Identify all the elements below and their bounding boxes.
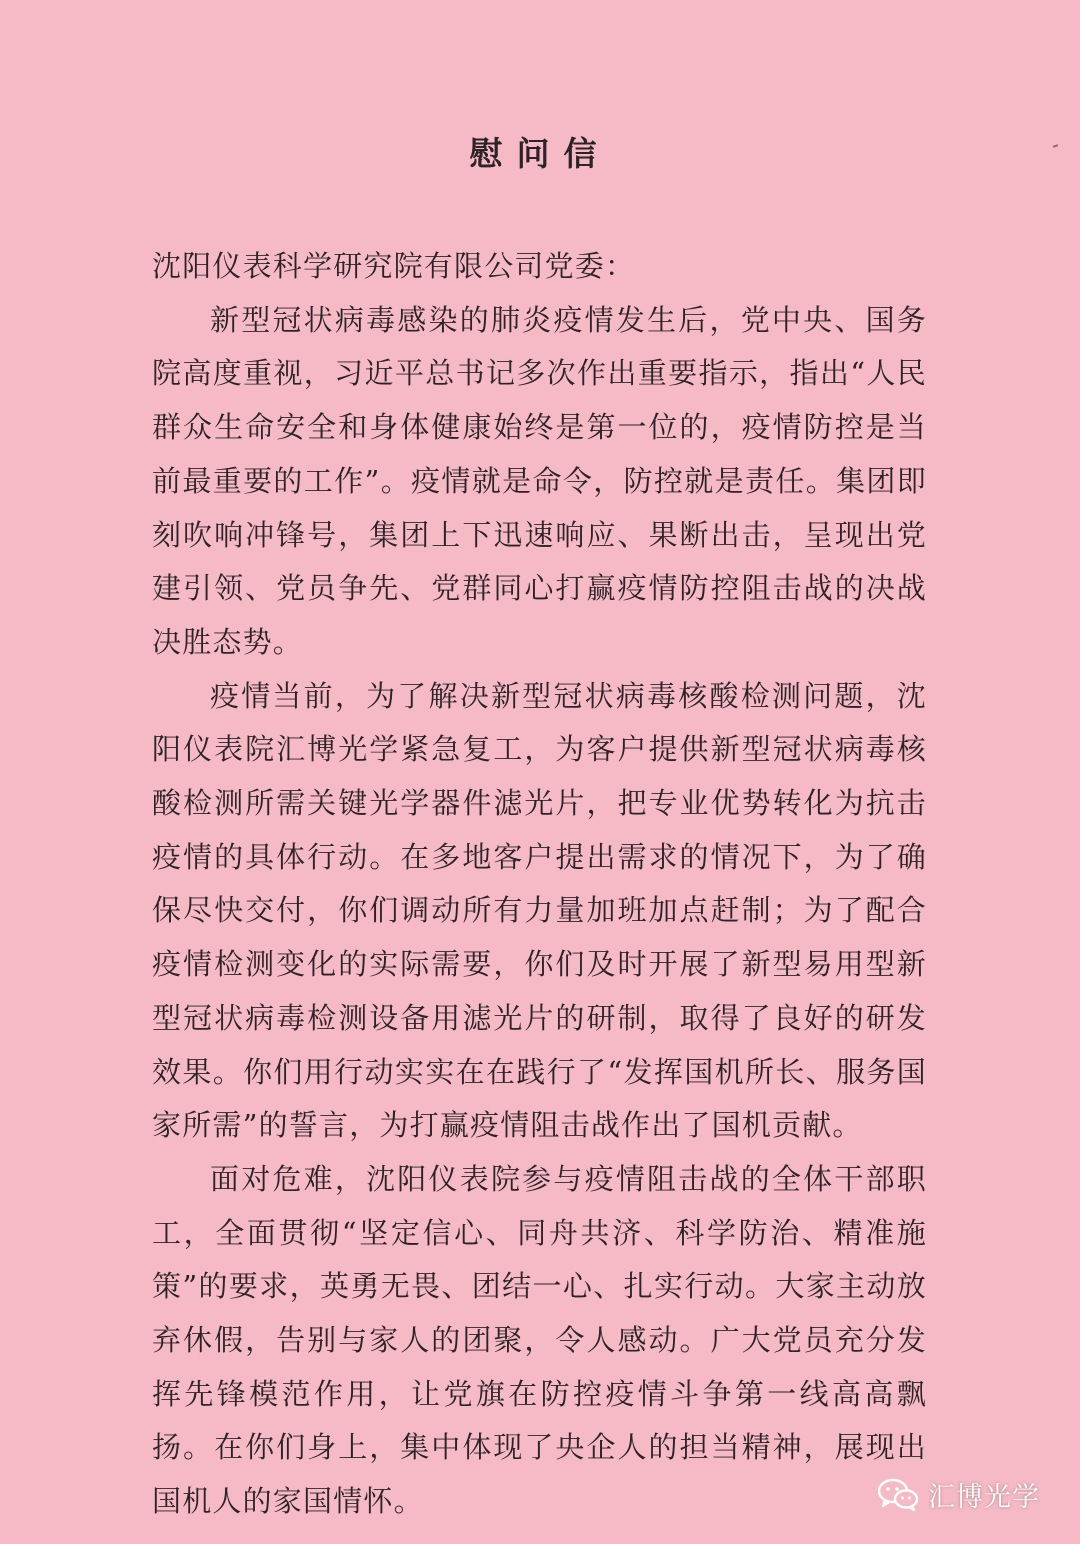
paragraph-2: 疫情当前，为了解决新型冠状病毒核酸检测问题，沈阳仪表院汇博光学紧急复工，为客户提供新型冠状病毒核酸检测所需关键光学器件滤光片，把专业优势转化为抗击疫情的具体行动。在多地客户提出需求的情况下，为了确保尽快交付，你们调动所有力量加班加点赶制；为了配合疫情检测变化的实际需要，你们及时开展了新型易用型新型冠状病毒检测设备用滤光片的研制，取得了良好的研发效果。你们用行动实实在在践行了“发挥国机所长、服务国家所需”的誓言，为打赢疫情阻击战作出了国机贡献。 xyxy=(152,678,927,1143)
wechat-icon xyxy=(876,1477,920,1513)
letter-body xyxy=(152,240,927,1529)
wechat-watermark xyxy=(876,1475,1040,1514)
watermark-text: 汇博光学 xyxy=(928,1482,1040,1513)
salutation: 沈阳仪表科学研究院有限公司党委： xyxy=(152,249,636,283)
letter-title: 慰问信 xyxy=(469,134,611,173)
paragraph-3: 面对危难，沈阳仪表院参与疫情阻击战的全体干部职工，全面贯彻“坚定信心、同舟共济、科学防治、精准施策”的要求，英勇无畏、团结一心、扎实行动。大家主动放弃休假，告别与家人的团聚，令人感动。广大党员充分发挥先锋模范作用，让党旗在防控疫情斗争第一线高高飘扬。在你们身上，集中体现了央企人的担当精神，展现出国机人的家国情怀。 xyxy=(152,1161,927,1519)
paragraph-1: 新型冠状病毒感染的肺炎疫情发生后，党中央、国务院高度重视，习近平总书记多次作出重要指示，指出“人民群众生命安全和身体健康始终是第一位的，疫情防控是当前最重要的工作”。疫情就是命令，防控就是责任。集团即刻吹响冲锋号，集团上下迅速响应、果断出击，呈现出党建引领、党员争先、党群同心打赢疫情防控阻击战的决战决胜态势。 xyxy=(152,302,927,659)
